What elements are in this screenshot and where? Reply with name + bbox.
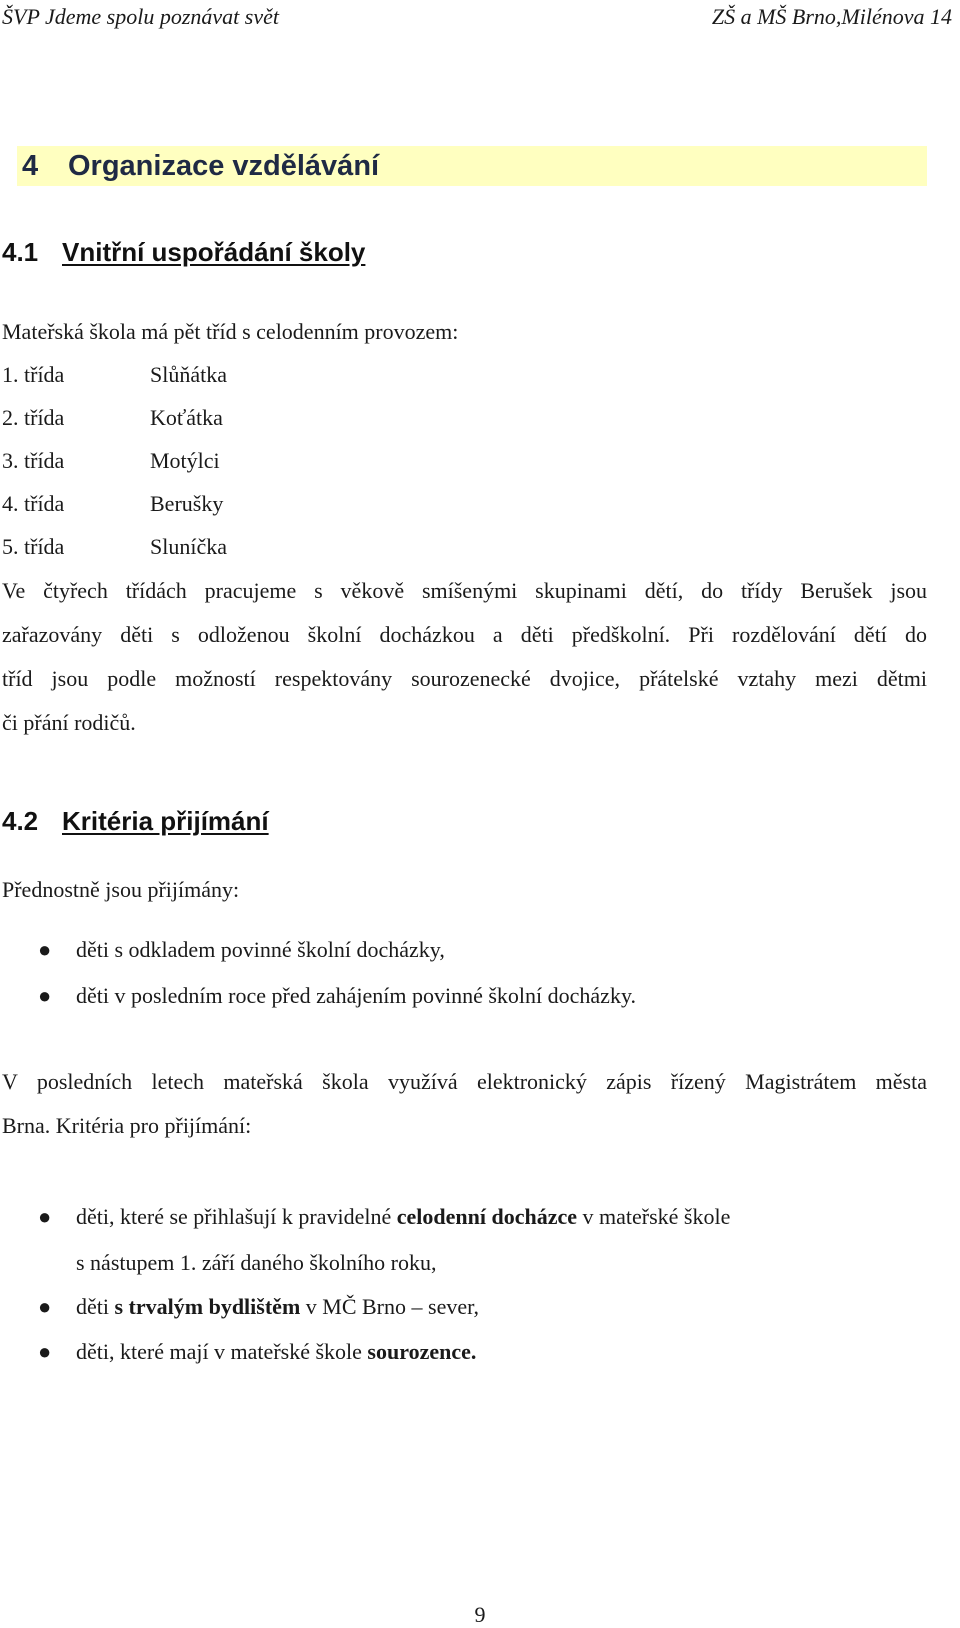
list-item-continuation: s nástupem 1. září daného školního roku, — [76, 1250, 437, 1275]
bullet-icon: ● — [38, 1294, 52, 1319]
bullet-icon: ● — [38, 1339, 52, 1364]
section-number: 4.1 — [2, 237, 39, 267]
list-item-text: děti, které se přihlašují k pravidelné celodenní docházce v mateřské škole — [76, 1204, 731, 1229]
class-name: Motýlci — [150, 448, 220, 473]
paragraph-line: Ve čtyřech třídách pracujeme s věkově smíšenými skupinami dětí, do třídy Berušek jsou — [2, 578, 927, 603]
header-school-name: ZŠ a MŠ Brno,Milénova 14 — [711, 4, 952, 29]
chapter-number: 4 — [22, 150, 39, 182]
paragraph-line: V posledních letech mateřská škola využívá elektronický zápis řízený Magistrátem města — [2, 1069, 927, 1094]
class-number: 3. třída — [2, 448, 65, 473]
class-row — [2, 533, 227, 561]
list-item-text: děti s trvalým bydlištěm v MČ Brno – sever, — [76, 1294, 480, 1319]
section-heading-4-2 — [2, 806, 269, 837]
page-number: 9 — [474, 1602, 486, 1627]
section-title: Vnitřní uspořádání školy — [62, 237, 366, 267]
section2-intro: Přednostně jsou přijímány: — [2, 877, 240, 902]
class-number: 2. třída — [2, 405, 65, 430]
section1-intro: Mateřská škola má pět tříd s celodenním provozem: — [2, 319, 459, 344]
section-number: 4.2 — [2, 806, 39, 836]
list-item-text: děti v posledním roce před zahájením povinné školní docházky. — [76, 983, 637, 1008]
paragraph-line: Brna. Kritéria pro přijímání: — [2, 1113, 252, 1138]
class-name: Berušky — [150, 491, 224, 516]
section-heading-4-1 — [2, 237, 365, 268]
list-item-text: děti s odkladem povinné školní docházky, — [76, 937, 445, 962]
class-row — [2, 404, 223, 432]
class-number: 4. třída — [2, 491, 65, 516]
bullet-icon: ● — [38, 937, 52, 962]
chapter-heading — [17, 146, 927, 186]
class-row — [2, 447, 220, 475]
bullet-icon: ● — [38, 1204, 52, 1229]
chapter-title: Organizace vzdělávání — [68, 150, 380, 182]
class-name: Koťátka — [150, 405, 223, 430]
section-title: Kritéria přijímání — [62, 806, 269, 836]
class-name: Sluníčka — [150, 534, 227, 559]
paragraph-line: tříd jsou podle možností respektovány sourozenecké dvojice, přátelské vztahy mezi dětmi — [2, 666, 927, 691]
bullet-icon: ● — [38, 983, 52, 1008]
class-row — [2, 361, 227, 389]
class-number: 5. třída — [2, 534, 65, 559]
header-school-program: ŠVP Jdeme spolu poznávat svět — [2, 4, 279, 29]
paragraph-line: zařazovány děti s odloženou školní docházkou a děti předškolní. Při rozdělování dětí do — [2, 622, 927, 647]
list-item-text: děti, které mají v mateřské škole sourozence. — [76, 1339, 477, 1364]
paragraph-line: či přání rodičů. — [2, 710, 136, 735]
class-row — [2, 490, 223, 518]
class-name: Slůňátka — [150, 362, 227, 387]
class-number: 1. třída — [2, 362, 65, 387]
